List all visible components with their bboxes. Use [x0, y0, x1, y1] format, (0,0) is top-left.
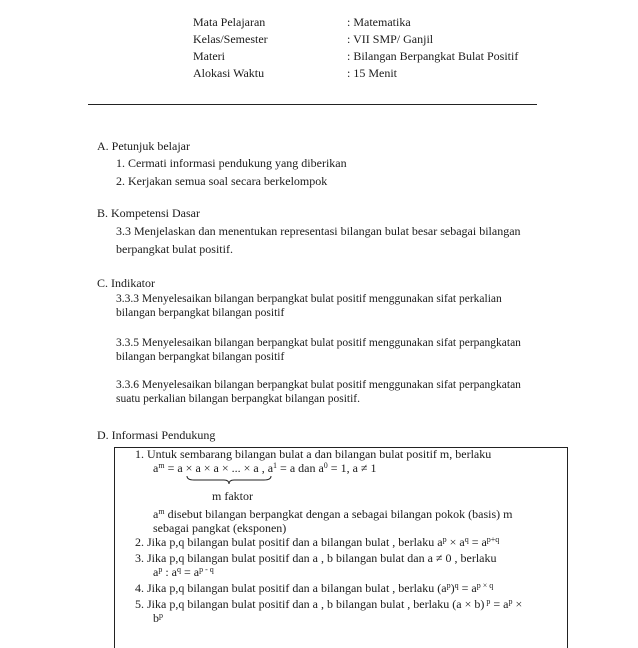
header-label-subject: Mata Pelajaran	[193, 15, 266, 29]
header-value-class: : VII SMP/ Ganjil	[347, 32, 434, 46]
info-item-1-def-line-1: $a^m$ disebut bilangan berpangkat dengan a sebagai bilangan pokok (basis) m	[153, 507, 513, 521]
product-expression: a × a × a × ... × a	[177, 461, 259, 475]
info-item-1-def-line-2: sebagai pangkat (eksponen)	[153, 521, 287, 535]
section-a-item-2: 2. Kerjakan semua soal secara berkelompok	[116, 174, 328, 188]
section-b-title: B. Kompetensi Dasar	[97, 206, 200, 220]
info-item-1-line-1: 1. Untuk sembarang bilangan bulat a dan bilangan bulat positif m, berlaku	[135, 447, 492, 461]
section-b-line-2: berpangkat bulat positif.	[116, 242, 233, 256]
header-divider	[88, 104, 537, 105]
indicator-3-line-1: 3.3.6 Menyelesaikan bilangan berpangkat bulat positif menggunakan sifat perpangkatan	[116, 379, 521, 391]
info-item-5-line-2: $b^p$	[153, 611, 163, 625]
section-c-title: C. Indikator	[97, 276, 155, 290]
info-item-3-formula: $a^p$ : $a^q = a^{p - q}$	[153, 565, 214, 579]
section-d-title: D. Informasi Pendukung	[97, 428, 216, 442]
section-b-line-1: 3.3 Menjelaskan dan menentukan representasi bilangan bulat besar sebagai bilangan	[116, 224, 521, 238]
info-item-3-line-1: 3. Jika p,q bilangan bulat positif dan a , b bilangan bulat dan a ≠ 0 , berlaku	[135, 551, 497, 565]
section-a-title: A. Petunjuk belajar	[97, 139, 190, 153]
indicator-2-line-2: bilangan berpangkat bilangan positif	[116, 351, 285, 363]
header-label-material: Materi	[193, 49, 225, 63]
header-label-time: Alokasi Waktu	[193, 66, 265, 80]
header-value-time: : 15 Menit	[347, 66, 397, 80]
indicator-2-line-1: 3.3.5 Menyelesaikan bilangan berpangkat bulat positif menggunakan sifat perpangkatan	[116, 337, 521, 349]
section-a-item-1: 1. Cermati informasi pendukung yang diberikan	[116, 156, 347, 170]
info-item-1-formula: $a^m = a \times a \times a$ × ... × a , $a^1 = a$ dan $a^0 = 1$, a ≠ 1	[153, 461, 377, 475]
header-value-material: : Bilangan Berpangkat Bulat Positif	[347, 49, 519, 63]
m-faktor-label: m faktor	[212, 489, 253, 503]
underbrace	[186, 475, 272, 485]
indicator-3-line-2: suatu perkalian bilangan berpangkat bilangan positif.	[116, 393, 360, 405]
header-value-subject: : Matematika	[347, 15, 411, 29]
info-item-2: 2. Jika p,q bilangan bulat positif dan a bilangan bulat , berlaku $a^p \times a^q = a^{p+q}$	[135, 535, 500, 549]
info-item-5-line-1: 5. Jika p,q bilangan bulat positif dan a , b bilangan bulat , berlaku (a × b) $^p = a^p$ ×	[135, 597, 523, 611]
indicator-1-line-2: bilangan berpangkat bilangan positif	[116, 307, 285, 319]
indicator-1-line-1: 3.3.3 Menyelesaikan bilangan berpangkat bulat positif menggunakan sifat perkalian	[116, 293, 502, 305]
info-item-4: 4. Jika p,q bilangan bulat positif dan a bilangan bulat , berlaku $(a^p)^q = a^{p \times q}$	[135, 581, 494, 595]
header-label-class: Kelas/Semester	[193, 32, 268, 46]
